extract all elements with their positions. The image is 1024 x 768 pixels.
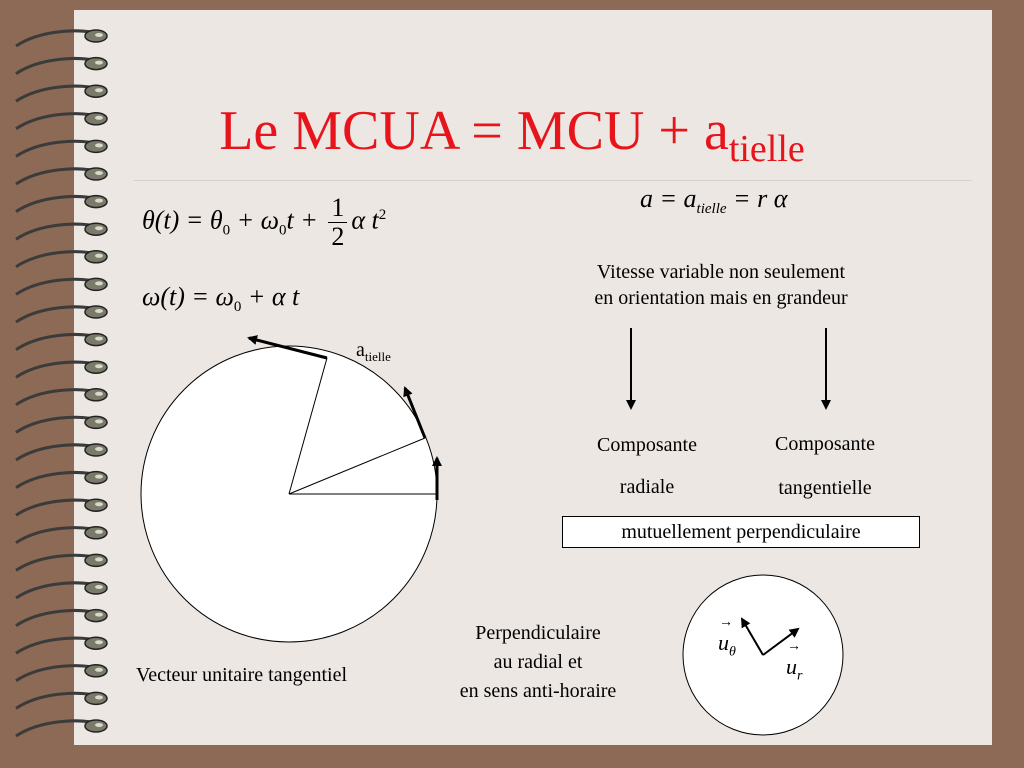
perpendicular-box: mutuellement perpendiculaire xyxy=(562,516,920,548)
u-r-label: → $u_r$ xyxy=(786,639,803,684)
diagram-caption: Vecteur unitaire tangentiel xyxy=(136,664,348,686)
perpendicular-text: Perpendiculaire au radial et en sens anti-horaire xyxy=(459,622,617,702)
slide-title: Le MCUA = MCU + $a_{tielle}$ xyxy=(219,100,805,170)
theta-equation: $\theta(t) = \theta_0 + \omega_0t$ + $\frac{1}{2}$ α $t^2$ xyxy=(142,193,387,251)
a-tielle-label: $a_{tielle}$ xyxy=(356,339,391,364)
tangential-component-label: Composante tangentielle xyxy=(775,433,875,499)
radial-component-label: Composante radiale xyxy=(597,434,697,498)
circular-motion-diagram xyxy=(141,338,437,642)
accel-equation: $a = a_{tielle} = r$ α xyxy=(640,184,788,218)
variable-speed-text: Vitesse variable non seulement en orientation mais en grandeur xyxy=(594,261,848,309)
omega-equation: $\omega(t) = \omega_0 + \alpha$ t xyxy=(142,282,300,316)
u-theta-label: → $u_\theta$ xyxy=(718,615,736,660)
unit-vectors-diagram xyxy=(683,575,843,735)
